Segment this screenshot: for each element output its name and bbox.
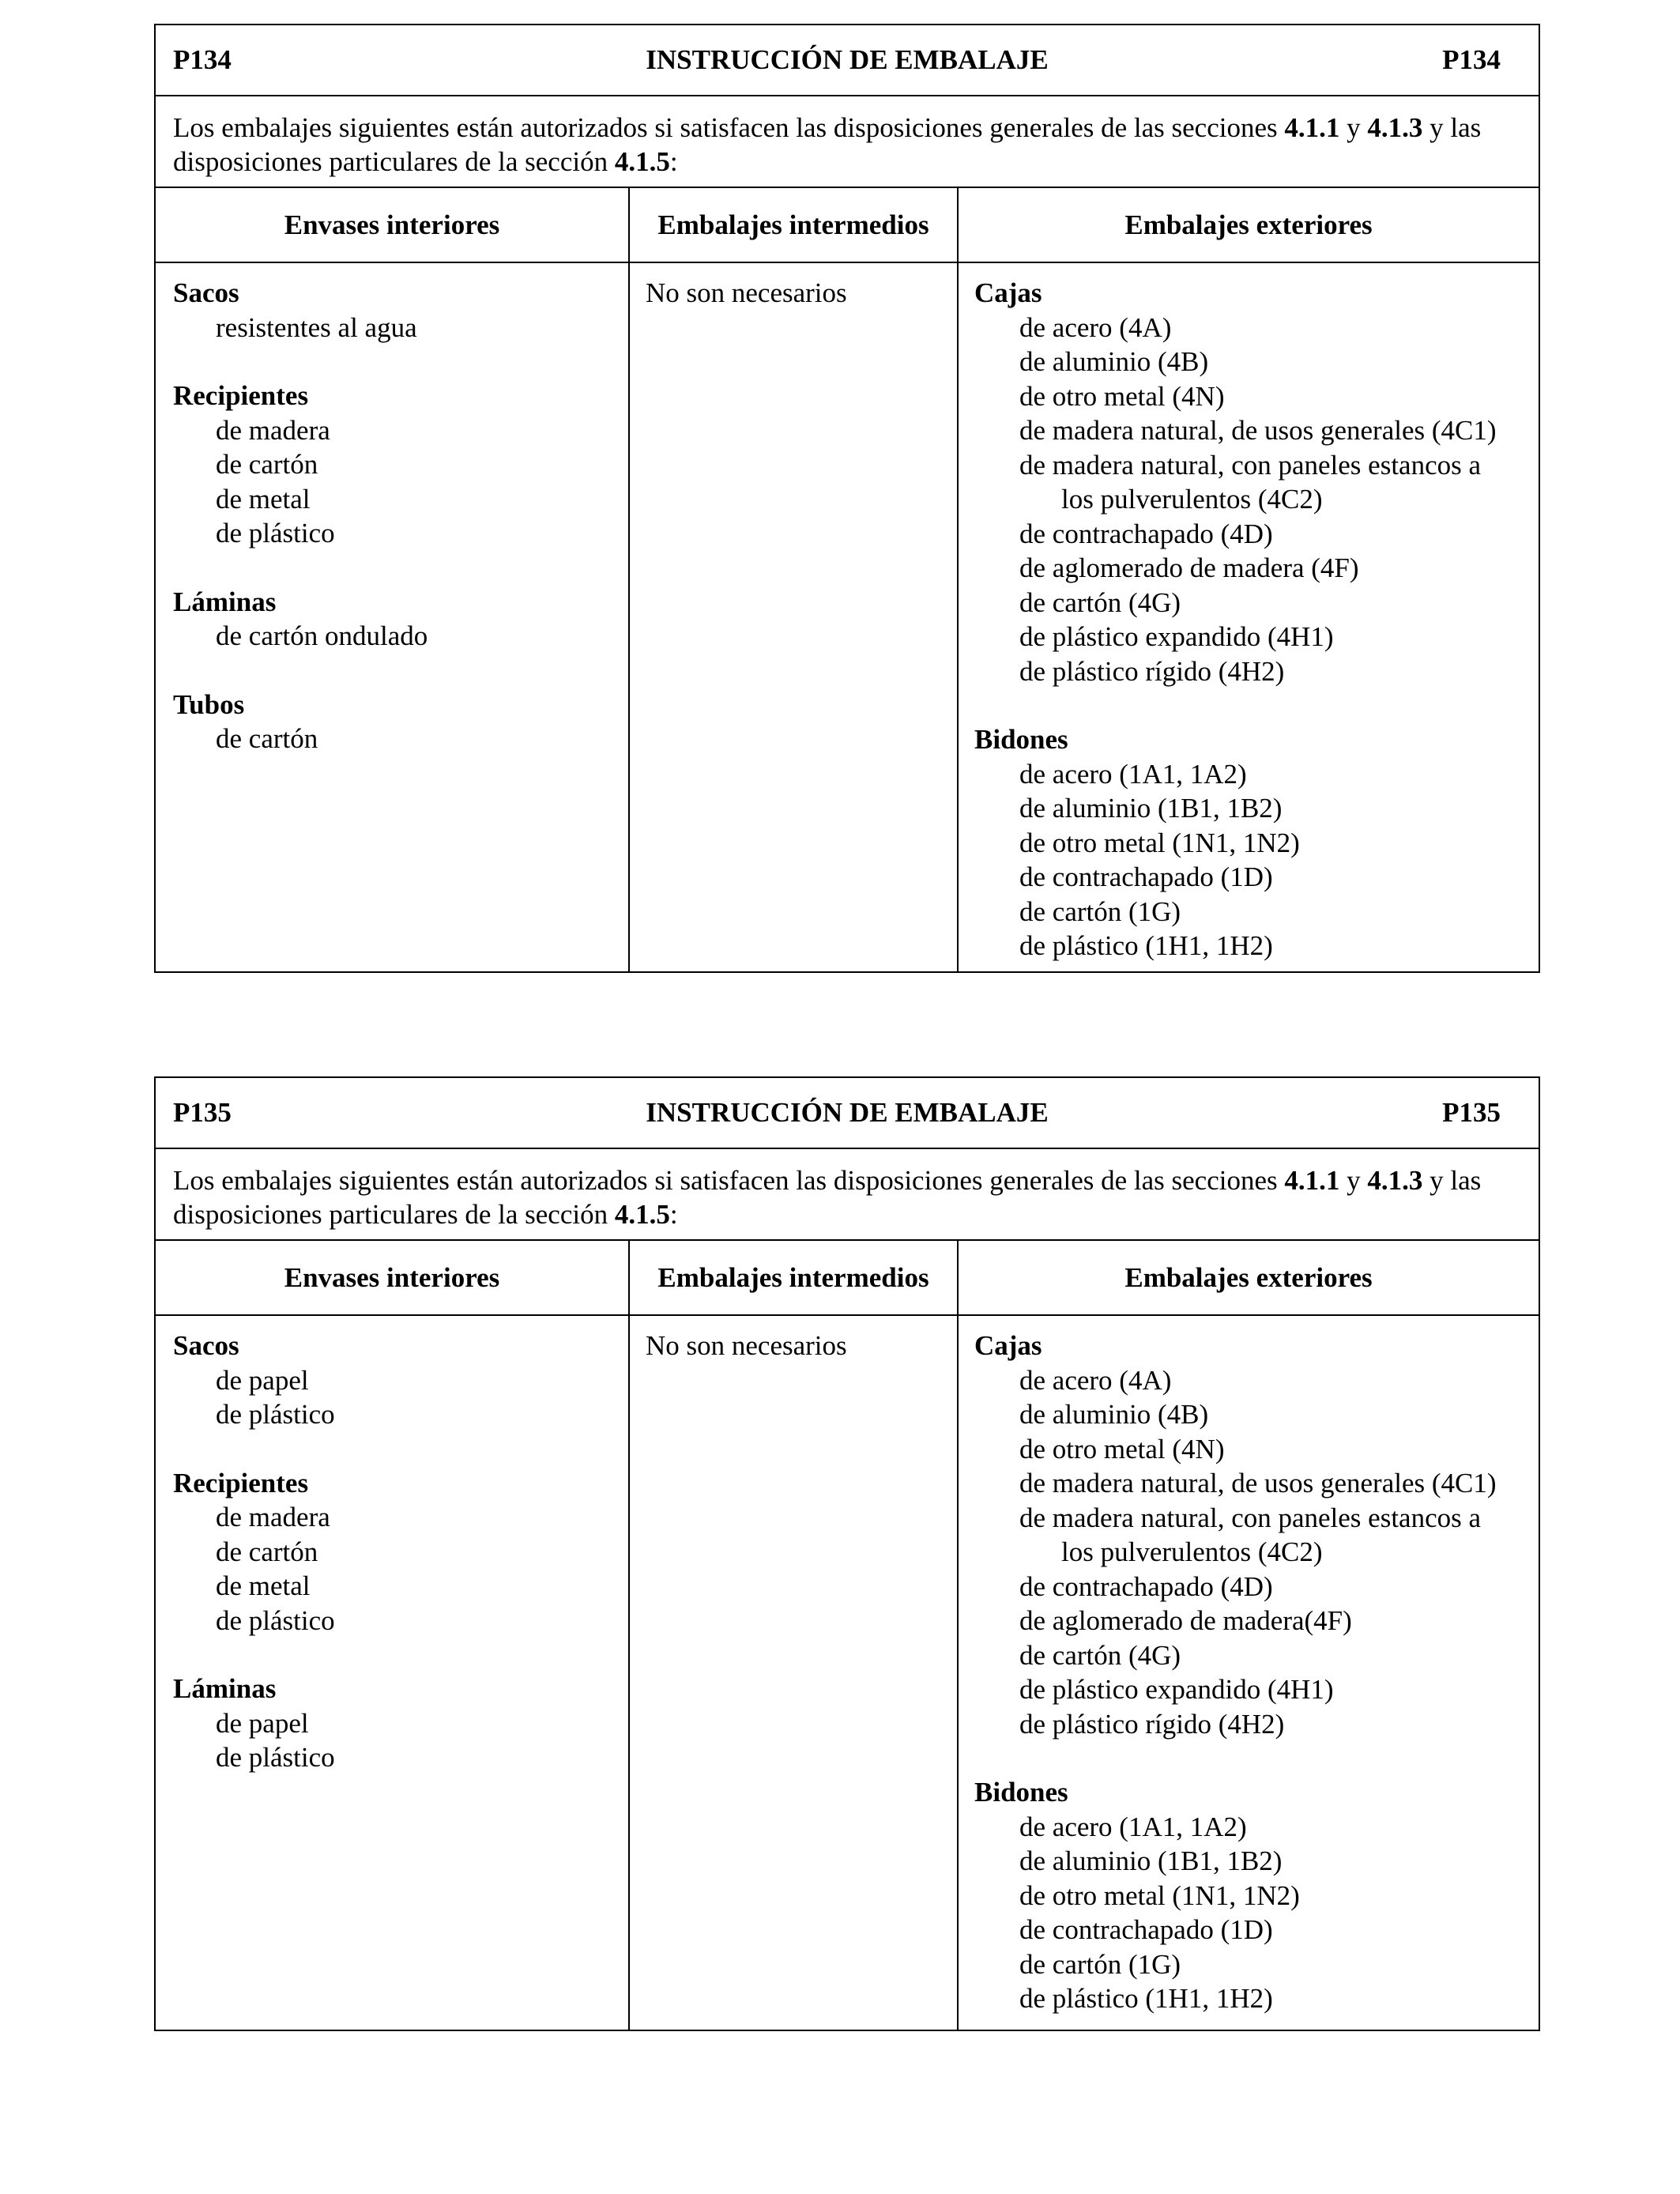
packaging-item: de madera natural, de usos generales (4C1) [1019,1468,1497,1498]
packaging-group-title: Cajas [974,1330,1042,1361]
packaging-item: de otro metal (4N) [1019,380,1225,412]
packaging-item: de plástico (1H1, 1H2) [1019,930,1273,961]
packaging-item: de otro metal (1N1, 1N2) [1019,827,1300,858]
packaging-group [173,276,628,345]
outer-packagings-cell [959,1316,1539,2030]
packaging-group-title: Tubos [173,688,245,720]
outer-packagings-cell [959,263,1539,971]
inner-packagings-cell [156,1316,630,2030]
packaging-item: de plástico [216,1399,335,1430]
packaging-item: de contrachapado (4D) [1019,1570,1273,1602]
packaging-item: los pulverulentos (4C2) [1061,484,1323,515]
instruction-title: INSTRUCCIÓN DE EMBALAJE [646,1097,1049,1128]
packaging-item: de madera natural, con paneles estancos a [1019,449,1482,481]
packaging-group-title: Sacos [173,277,239,308]
instruction-header [156,25,1539,96]
packaging-group-title: Cajas [974,277,1042,308]
intro-text: : [669,1199,678,1230]
packaging-group [974,1775,1539,2016]
instruction-code-right: P134 [1442,44,1501,75]
packaging-item: de plástico [216,1604,335,1636]
instruction-code-right: P135 [1442,1097,1501,1128]
packaging-item: de madera natural, de usos generales (4C1) [1019,415,1497,446]
intro-text: y [1339,112,1368,143]
column-body [156,263,1539,971]
packaging-item: de plástico [216,518,335,548]
instruction-intro [156,1149,1539,1241]
packaging-group [173,379,628,551]
packaging-group-title: Láminas [173,1673,277,1704]
packaging-item: de madera [216,414,330,446]
header-intermediate-packagings: Embalajes intermedios [630,1241,959,1314]
packaging-item: de aluminio (1B1, 1B2) [1019,1845,1283,1876]
packaging-group-title: Recipientes [173,380,309,411]
packaging-item: de contrachapado (4D) [1019,518,1273,549]
packaging-item: de plástico expandido (4H1) [1019,621,1334,652]
packaging-item: de cartón (1G) [1019,895,1181,927]
packaging-item: de papel [216,1364,309,1396]
packaging-item: los pulverulentos (4C2) [1061,1536,1323,1567]
intro-section-ref: 4.1.5 [614,146,670,177]
header-intermediate-packagings: Embalajes intermedios [630,188,959,262]
packaging-item: de plástico rígido (4H2) [1019,655,1285,687]
packaging-item: de cartón [216,1536,318,1567]
intro-section-ref: 4.1.3 [1367,112,1423,143]
packaging-item: de plástico expandido (4H1) [1019,1674,1334,1705]
packaging-group [974,722,1539,963]
packaging-item: de aglomerado de madera(4F) [1019,1605,1352,1636]
packaging-item: de aluminio (4B) [1019,1399,1209,1430]
packaging-item: de metal [216,1570,311,1601]
packing-instruction-p135 [154,1076,1540,2031]
packaging-item: de aluminio (4B) [1019,346,1209,377]
intro-section-ref: 4.1.3 [1367,1165,1423,1196]
instruction-intro [156,96,1539,188]
packing-instruction-p134 [154,24,1540,973]
packaging-item: de otro metal (1N1, 1N2) [1019,1879,1300,1911]
instruction-header [156,1078,1539,1149]
packaging-item: de madera natural, con paneles estancos a [1019,1502,1482,1533]
packaging-group-title: Bidones [974,1777,1068,1808]
intro-section-ref: 4.1.1 [1284,112,1340,143]
column-headers [156,188,1539,263]
instruction-title: INSTRUCCIÓN DE EMBALAJE [646,44,1049,75]
intro-text: y [1339,1165,1368,1196]
packaging-item: de plástico [216,1742,335,1773]
intermediate-text: No son necesarios [646,1330,847,1361]
intro-section-ref: 4.1.5 [614,1199,670,1230]
packaging-group [173,688,628,756]
column-headers [156,1241,1539,1316]
intro-text: y las disposiciones particulares de la sección [173,112,1482,177]
header-inner-packagings: Envases interiores [156,188,630,262]
packaging-item: de cartón (4G) [1019,1639,1181,1671]
packaging-item: de papel [216,1707,309,1739]
packaging-group-title: Sacos [173,1330,239,1361]
intro-text: y las disposiciones particulares de la sección [173,1165,1482,1230]
packaging-item: de acero (1A1, 1A2) [1019,758,1247,790]
inner-packagings-cell [156,263,630,971]
instruction-code-left: P134 [173,44,232,75]
packaging-item: de plástico (1H1, 1H2) [1019,1983,1273,2014]
packaging-item: de cartón (1G) [1019,1948,1181,1980]
packaging-item: de acero (4A) [1019,311,1172,343]
intermediate-packagings-cell [630,263,959,971]
packaging-group-title: Láminas [173,586,277,617]
packaging-group [173,1466,628,1638]
packaging-group [173,1672,628,1775]
packaging-item: de metal [216,483,311,515]
header-outer-packagings: Embalajes exteriores [1124,209,1373,240]
packaging-item: de cartón (4G) [1019,586,1181,618]
packaging-item: de plástico rígido (4H2) [1019,1708,1285,1740]
packaging-group-title: Recipientes [173,1467,309,1498]
packaging-group [173,585,628,654]
intermediate-packagings-cell [630,1316,959,2030]
packaging-item: resistentes al agua [216,311,417,343]
packaging-item: de aluminio (1B1, 1B2) [1019,793,1283,824]
packaging-group [974,1329,1539,1741]
intermediate-text: No son necesarios [646,277,847,308]
packaging-item: de cartón [216,723,318,754]
packaging-item: de cartón ondulado [216,620,428,651]
packaging-item: de aglomerado de madera (4F) [1019,552,1359,583]
packaging-group [974,276,1539,688]
packaging-item: de acero (1A1, 1A2) [1019,1811,1247,1842]
packaging-item: de cartón [216,449,318,480]
intro-section-ref: 4.1.1 [1284,1165,1340,1196]
column-body [156,1316,1539,2030]
packaging-item: de otro metal (4N) [1019,1433,1225,1465]
intro-text: Los embalajes siguientes están autorizados si satisfacen las disposiciones generales de las secciones [173,1165,1285,1196]
intro-text: : [669,146,678,177]
header-inner-packagings: Envases interiores [156,1241,630,1314]
header-outer-packagings: Embalajes exteriores [1124,1261,1373,1293]
packaging-item: de acero (4A) [1019,1364,1172,1396]
intro-text: Los embalajes siguientes están autorizados si satisfacen las disposiciones generales de las secciones [173,112,1285,143]
packaging-group-title: Bidones [974,724,1068,755]
packaging-item: de contrachapado (1D) [1019,1914,1273,1945]
instruction-code-left: P135 [173,1097,232,1128]
packaging-item: de madera [216,1502,330,1532]
packaging-group [173,1329,628,1432]
packaging-item: de contrachapado (1D) [1019,861,1273,892]
